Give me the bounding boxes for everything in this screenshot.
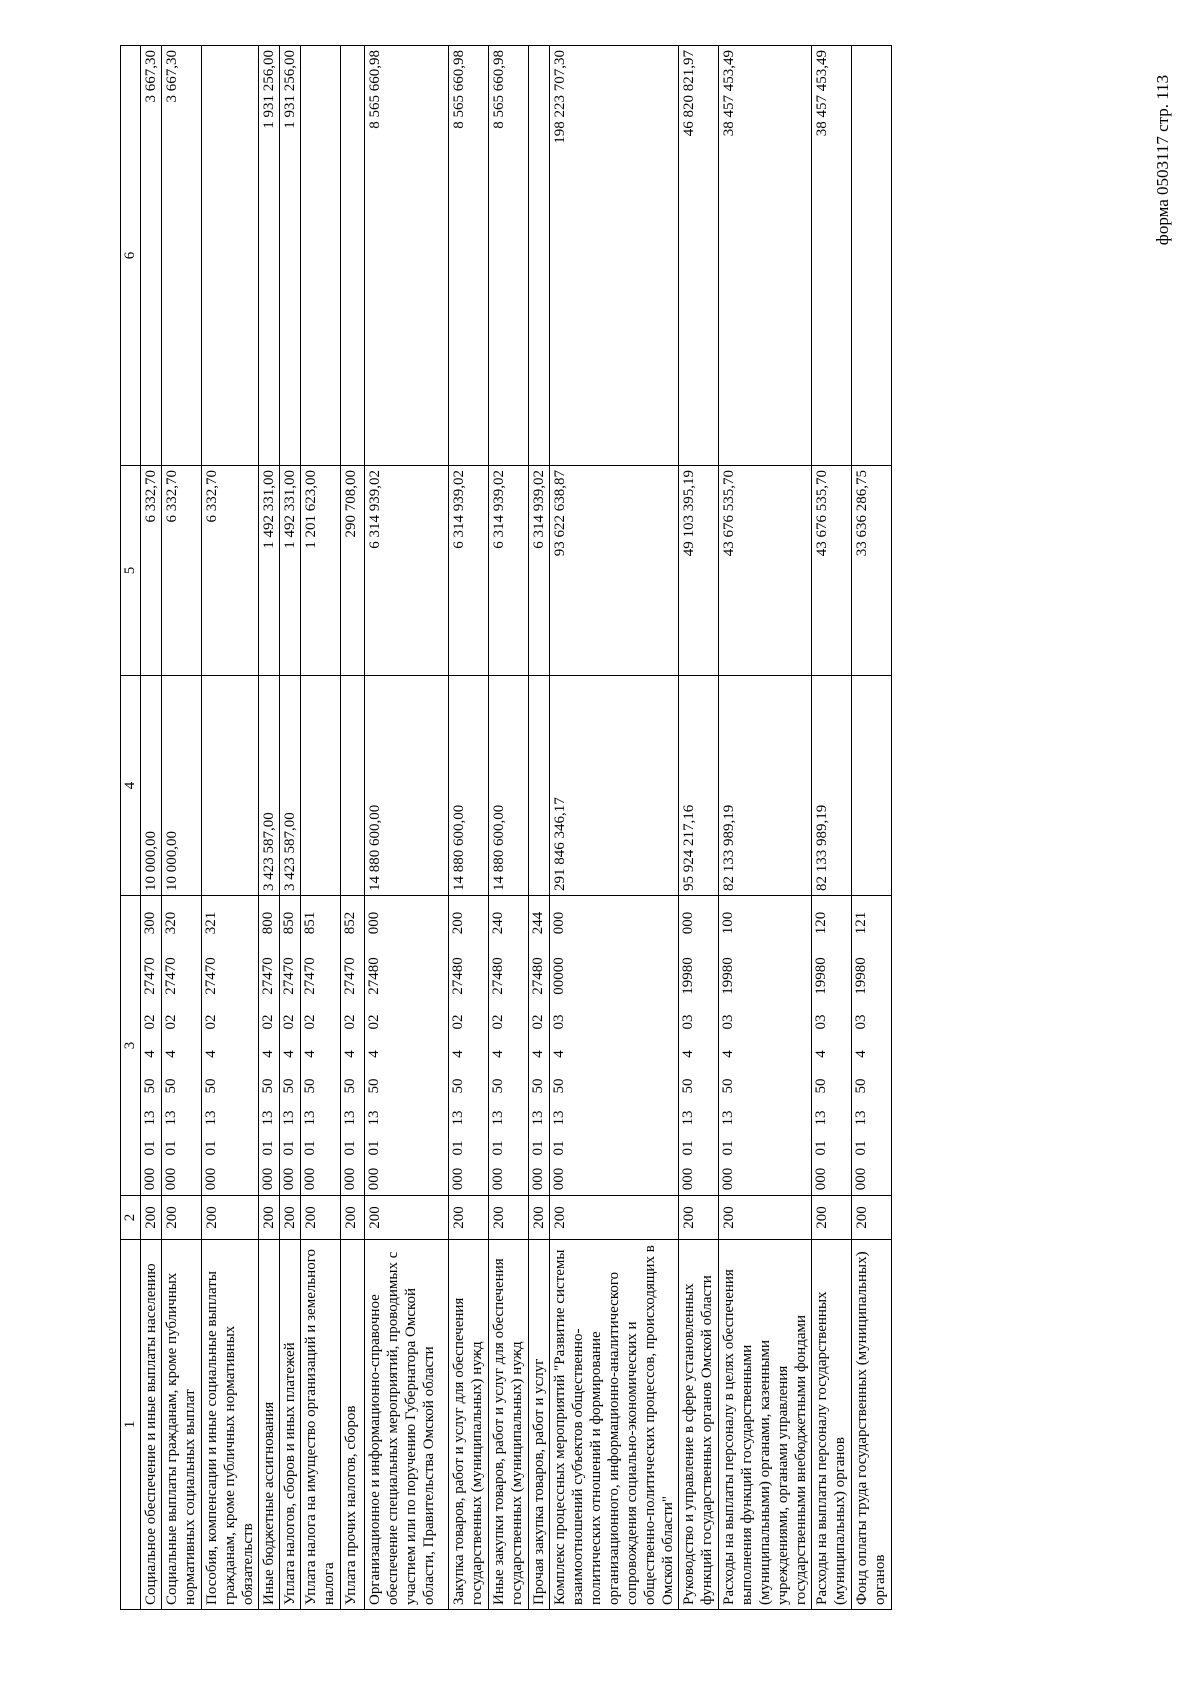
- budget-code-parts: [301, 896, 319, 1195]
- budget-code-part: 50: [260, 1078, 276, 1094]
- row-line-code-cell: 200: [719, 1196, 812, 1240]
- row-executed-cell: 6 332,70: [162, 466, 202, 676]
- row-line-code-cell: 200: [365, 1196, 449, 1240]
- budget-code-part: 13: [551, 1110, 567, 1126]
- row-executed-cell: 33 636 286,75: [852, 466, 892, 676]
- row-approved-cell: 3 423 587,00: [280, 676, 301, 896]
- budget-code-part: 27470: [281, 957, 297, 995]
- row-line-code-cell: 200: [852, 1196, 892, 1240]
- budget-code-part: 13: [366, 1110, 382, 1126]
- row-executed-cell: 6 314 939,02: [449, 466, 489, 676]
- budget-code-part: 4: [450, 1050, 466, 1058]
- budget-code-part: 4: [203, 1050, 219, 1058]
- table-row: [449, 46, 489, 1610]
- row-executed-cell: 290 708,00: [341, 466, 365, 676]
- budget-code-part: 27470: [342, 957, 358, 995]
- budget-code-part: 13: [142, 1110, 158, 1126]
- budget-code-part: 01: [720, 1140, 736, 1156]
- row-name-cell: Фонд оплаты труда государственных (муниципальных) органов: [852, 1240, 892, 1610]
- budget-code-part: 01: [490, 1140, 506, 1156]
- budget-code-part: 13: [490, 1110, 506, 1126]
- budget-code-part: 000: [302, 1167, 318, 1191]
- row-unexecuted-cell: 198 223 707,30: [550, 46, 679, 466]
- row-budget-code-cell: [449, 896, 489, 1196]
- row-budget-code-cell: [141, 896, 162, 1196]
- budget-code-part: 120: [813, 911, 829, 935]
- row-executed-cell: 1 492 331,00: [280, 466, 301, 676]
- budget-code-part: 4: [551, 1050, 567, 1058]
- budget-code-part: 50: [853, 1078, 869, 1094]
- row-executed-cell: 1 201 623,00: [301, 466, 341, 676]
- budget-code-parts: [280, 896, 298, 1195]
- row-executed-cell: 1 492 331,00: [259, 466, 280, 676]
- budget-code-part: 01: [260, 1140, 276, 1156]
- row-executed-cell: 49 103 395,19: [679, 466, 719, 676]
- budget-code-parts: [141, 896, 159, 1195]
- budget-code-part: 50: [281, 1078, 297, 1094]
- budget-code-part: 13: [853, 1110, 869, 1126]
- budget-code-part: 02: [366, 1014, 382, 1030]
- row-name-cell: Уплата налога на имущество организаций и земельного налога: [301, 1240, 341, 1610]
- budget-code-part: 000: [163, 1167, 179, 1191]
- row-budget-code-cell: [365, 896, 449, 1196]
- budget-code-part: 852: [342, 911, 358, 935]
- table-row: [812, 46, 852, 1610]
- header-row: [121, 46, 141, 1610]
- budget-code-parts: [202, 896, 220, 1195]
- budget-code-part: 50: [302, 1078, 318, 1094]
- budget-code-part: 4: [813, 1050, 829, 1058]
- row-approved-cell: 14 880 600,00: [365, 676, 449, 896]
- budget-code-part: 244: [530, 911, 546, 935]
- budget-code-part: 27470: [142, 957, 158, 995]
- row-budget-code-cell: [202, 896, 259, 1196]
- row-budget-code-cell: [301, 896, 341, 1196]
- budget-code-part: 02: [490, 1014, 506, 1030]
- budget-code-parts: [529, 896, 547, 1195]
- budget-code-part: 000: [366, 1167, 382, 1191]
- budget-code-parts: [259, 896, 277, 1195]
- budget-code-part: 01: [203, 1140, 219, 1156]
- budget-code-part: 27470: [203, 957, 219, 995]
- budget-code-part: 240: [490, 911, 506, 935]
- row-approved-cell: [852, 676, 892, 896]
- row-line-code-cell: 200: [341, 1196, 365, 1240]
- budget-code-parts: [341, 896, 359, 1195]
- budget-code-part: 200: [450, 911, 466, 935]
- row-unexecuted-cell: 3 667,30: [141, 46, 162, 466]
- row-unexecuted-cell: [341, 46, 365, 466]
- table-row: [852, 46, 892, 1610]
- row-executed-cell: 43 676 535,70: [719, 466, 812, 676]
- table-row: [162, 46, 202, 1610]
- budget-code-part: 50: [490, 1078, 506, 1094]
- row-unexecuted-cell: 3 667,30: [162, 46, 202, 466]
- row-approved-cell: [529, 676, 550, 896]
- budget-code-part: 01: [302, 1140, 318, 1156]
- row-line-code-cell: 200: [550, 1196, 679, 1240]
- row-approved-cell: 82 133 989,19: [812, 676, 852, 896]
- row-executed-cell: 43 676 535,70: [812, 466, 852, 676]
- budget-code-part: 50: [366, 1078, 382, 1094]
- row-line-code-cell: 200: [489, 1196, 529, 1240]
- budget-code-part: 4: [281, 1050, 297, 1058]
- budget-code-part: 27480: [530, 957, 546, 995]
- row-executed-cell: 6 314 939,02: [365, 466, 449, 676]
- budget-code-part: 02: [530, 1014, 546, 1030]
- budget-code-part: 01: [680, 1140, 696, 1156]
- budget-code-parts: [550, 896, 568, 1195]
- row-budget-code-cell: [812, 896, 852, 1196]
- row-executed-cell: 6 314 939,02: [529, 466, 550, 676]
- table-row: [280, 46, 301, 1610]
- row-line-code-cell: 200: [812, 1196, 852, 1240]
- budget-code-part: 50: [450, 1078, 466, 1094]
- budget-code-parts: [852, 896, 870, 1195]
- header-col-4: 4: [121, 676, 141, 896]
- budget-code-part: 50: [530, 1078, 546, 1094]
- budget-code-part: 01: [163, 1140, 179, 1156]
- row-name-cell: Иные закупки товаров, работ и услуг для обеспечения государственных (муниципальных) нужд: [489, 1240, 529, 1610]
- row-approved-cell: 291 846 346,17: [550, 676, 679, 896]
- row-budget-code-cell: [259, 896, 280, 1196]
- budget-code-part: 000: [813, 1167, 829, 1191]
- row-unexecuted-cell: 38 457 453,49: [719, 46, 812, 466]
- budget-code-part: 850: [281, 911, 297, 935]
- row-name-cell: Расходы на выплаты персоналу в целях обеспечения выполнения функций государственными (муниципальными) органами, казенными учреждениями, органами управления государственными внебюджетными фондами: [719, 1240, 812, 1610]
- budget-code-part: 320: [163, 911, 179, 935]
- budget-code-part: 13: [720, 1110, 736, 1126]
- budget-code-part: 4: [302, 1050, 318, 1058]
- row-line-code-cell: 200: [141, 1196, 162, 1240]
- row-unexecuted-cell: [852, 46, 892, 466]
- budget-code-part: 000: [680, 1167, 696, 1191]
- form-label: форма 0503117 стр. 113: [1153, 74, 1172, 246]
- budget-code-part: 13: [813, 1110, 829, 1126]
- budget-code-part: 4: [530, 1050, 546, 1058]
- row-approved-cell: 3 423 587,00: [259, 676, 280, 896]
- budget-code-part: 121: [853, 911, 869, 935]
- budget-code-part: 50: [720, 1078, 736, 1094]
- budget-code-part: 03: [813, 1014, 829, 1030]
- row-line-code-cell: 200: [529, 1196, 550, 1240]
- row-unexecuted-cell: 38 457 453,49: [812, 46, 852, 466]
- budget-code-part: 000: [490, 1167, 506, 1191]
- header-col-6: 6: [121, 46, 141, 466]
- table-row: [259, 46, 280, 1610]
- row-approved-cell: [301, 676, 341, 896]
- budget-code-part: 01: [813, 1140, 829, 1156]
- budget-code-part: 000: [260, 1167, 276, 1191]
- budget-code-part: 27480: [490, 957, 506, 995]
- budget-code-part: 321: [203, 911, 219, 935]
- row-line-code-cell: 200: [301, 1196, 341, 1240]
- budget-code-part: 02: [342, 1014, 358, 1030]
- budget-code-part: 03: [551, 1014, 567, 1030]
- budget-code-part: 02: [450, 1014, 466, 1030]
- budget-code-parts: [489, 896, 507, 1195]
- budget-code-part: 300: [142, 911, 158, 935]
- budget-code-part: 03: [680, 1014, 696, 1030]
- row-unexecuted-cell: 1 931 256,00: [259, 46, 280, 466]
- budget-code-part: 50: [680, 1078, 696, 1094]
- row-budget-code-cell: [280, 896, 301, 1196]
- budget-code-part: 50: [551, 1078, 567, 1094]
- row-approved-cell: 82 133 989,19: [719, 676, 812, 896]
- row-executed-cell: 6 332,70: [202, 466, 259, 676]
- budget-code-part: 4: [490, 1050, 506, 1058]
- budget-code-parts: [162, 896, 180, 1195]
- budget-code-part: 50: [813, 1078, 829, 1094]
- budget-code-part: 02: [203, 1014, 219, 1030]
- budget-code-part: 01: [853, 1140, 869, 1156]
- budget-code-part: 13: [281, 1110, 297, 1126]
- budget-code-part: 4: [720, 1050, 736, 1058]
- budget-code-part: 27480: [450, 957, 466, 995]
- budget-code-part: 01: [530, 1140, 546, 1156]
- row-name-cell: Пособия, компенсации и иные социальные выплаты гражданам, кроме публичных нормативных обязательств: [202, 1240, 259, 1610]
- budget-code-part: 03: [720, 1014, 736, 1030]
- budget-code-part: 01: [366, 1140, 382, 1156]
- row-name-cell: Прочая закупка товаров, работ и услуг: [529, 1240, 550, 1610]
- budget-code-part: 19980: [813, 957, 829, 995]
- budget-code-part: 000: [142, 1167, 158, 1191]
- budget-code-parts: [365, 896, 383, 1195]
- header-col-5: 5: [121, 466, 141, 676]
- budget-code-parts: [719, 896, 737, 1195]
- table-row: [529, 46, 550, 1610]
- budget-code-part: 000: [366, 911, 382, 935]
- row-unexecuted-cell: 8 565 660,98: [489, 46, 529, 466]
- budget-code-part: 13: [163, 1110, 179, 1126]
- row-budget-code-cell: [550, 896, 679, 1196]
- budget-code-part: 01: [142, 1140, 158, 1156]
- budget-code-part: 03: [853, 1014, 869, 1030]
- row-approved-cell: 14 880 600,00: [449, 676, 489, 896]
- row-name-cell: Уплата прочих налогов, сборов: [341, 1240, 365, 1610]
- budget-code-part: 000: [720, 1167, 736, 1191]
- table-row: [365, 46, 449, 1610]
- row-name-cell: Комплекс процессных мероприятий "Развитие системы взаимоотношений субъектов общественно-политических отношений и формирование организационного, информационно-аналитического сопровождения социально-экономических и общественно-политических процессов, происходящих в Омской области": [550, 1240, 679, 1610]
- row-unexecuted-cell: 1 931 256,00: [280, 46, 301, 466]
- table-row: [719, 46, 812, 1610]
- row-approved-cell: 10 000,00: [141, 676, 162, 896]
- budget-code-part: 01: [342, 1140, 358, 1156]
- budget-code-part: 13: [260, 1110, 276, 1126]
- budget-code-part: 000: [551, 911, 567, 935]
- row-budget-code-cell: [341, 896, 365, 1196]
- budget-code-part: 4: [853, 1050, 869, 1058]
- rotated-table-container: [120, 46, 1095, 1610]
- table-row: [679, 46, 719, 1610]
- row-name-cell: Социальное обеспечение и иные выплаты населению: [141, 1240, 162, 1610]
- row-budget-code-cell: [852, 896, 892, 1196]
- row-approved-cell: 10 000,00: [162, 676, 202, 896]
- row-approved-cell: [341, 676, 365, 896]
- budget-code-part: 100: [720, 911, 736, 935]
- budget-code-part: 4: [680, 1050, 696, 1058]
- budget-code-part: 13: [450, 1110, 466, 1126]
- row-unexecuted-cell: 8 565 660,98: [449, 46, 489, 466]
- budget-code-parts: [449, 896, 467, 1195]
- budget-code-part: 27480: [366, 957, 382, 995]
- row-approved-cell: [202, 676, 259, 896]
- budget-code-part: 02: [281, 1014, 297, 1030]
- budget-code-part: 851: [302, 911, 318, 935]
- row-line-code-cell: 200: [162, 1196, 202, 1240]
- row-line-code-cell: 200: [259, 1196, 280, 1240]
- budget-code-part: 27470: [302, 957, 318, 995]
- row-name-cell: Социальные выплаты гражданам, кроме публичных нормативных социальных выплат: [162, 1240, 202, 1610]
- row-unexecuted-cell: [301, 46, 341, 466]
- budget-code-part: 800: [260, 911, 276, 935]
- budget-code-part: 13: [530, 1110, 546, 1126]
- table-row: [141, 46, 162, 1610]
- budget-code-part: 13: [680, 1110, 696, 1126]
- row-line-code-cell: 200: [280, 1196, 301, 1240]
- budget-code-part: 4: [366, 1050, 382, 1058]
- budget-code-part: 000: [281, 1167, 297, 1191]
- row-line-code-cell: 200: [679, 1196, 719, 1240]
- budget-code-part: 02: [142, 1014, 158, 1030]
- row-name-cell: Организационное и информационно-справочное обеспечение специальных мероприятий, проводимых с участием или по поручению Губернатора Омской области, Правительства Омской области: [365, 1240, 449, 1610]
- row-executed-cell: 93 622 638,87: [550, 466, 679, 676]
- row-budget-code-cell: [529, 896, 550, 1196]
- budget-code-part: 01: [450, 1140, 466, 1156]
- row-name-cell: Расходы на выплаты персоналу государственных (муниципальных) органов: [812, 1240, 852, 1610]
- budget-table: [120, 45, 892, 1610]
- budget-code-part: 27470: [260, 957, 276, 995]
- budget-code-part: 4: [260, 1050, 276, 1058]
- budget-code-part: 19980: [680, 957, 696, 995]
- budget-code-part: 000: [551, 1167, 567, 1191]
- budget-code-part: 4: [142, 1050, 158, 1058]
- budget-code-part: 13: [342, 1110, 358, 1126]
- budget-code-part: 000: [450, 1167, 466, 1191]
- row-budget-code-cell: [719, 896, 812, 1196]
- budget-code-parts: [679, 896, 697, 1195]
- budget-code-part: 000: [342, 1167, 358, 1191]
- budget-code-part: 01: [281, 1140, 297, 1156]
- row-line-code-cell: 200: [449, 1196, 489, 1240]
- row-executed-cell: 6 332,70: [141, 466, 162, 676]
- budget-code-part: 19980: [853, 957, 869, 995]
- row-approved-cell: 95 924 217,16: [679, 676, 719, 896]
- budget-code-part: 4: [163, 1050, 179, 1058]
- budget-code-part: 000: [530, 1167, 546, 1191]
- table-row: [550, 46, 679, 1610]
- budget-code-part: 13: [203, 1110, 219, 1126]
- row-budget-code-cell: [162, 896, 202, 1196]
- budget-code-part: 50: [342, 1078, 358, 1094]
- row-unexecuted-cell: [202, 46, 259, 466]
- row-name-cell: Иные бюджетные ассигнования: [259, 1240, 280, 1610]
- budget-code-part: 4: [342, 1050, 358, 1058]
- row-unexecuted-cell: 46 820 821,97: [679, 46, 719, 466]
- budget-code-part: 02: [260, 1014, 276, 1030]
- header-col-1: 1: [121, 1240, 141, 1610]
- row-name-cell: Руководство и управление в сфере установленных функций государственных органов Омской области: [679, 1240, 719, 1610]
- budget-code-parts: [812, 896, 830, 1195]
- budget-code-part: 27470: [163, 957, 179, 995]
- budget-code-part: 13: [302, 1110, 318, 1126]
- budget-code-part: 000: [680, 911, 696, 935]
- row-name-cell: Закупка товаров, работ и услуг для обеспечения государственных (муниципальных) нужд: [449, 1240, 489, 1610]
- row-budget-code-cell: [679, 896, 719, 1196]
- row-executed-cell: 6 314 939,02: [489, 466, 529, 676]
- row-unexecuted-cell: [529, 46, 550, 466]
- row-line-code-cell: 200: [202, 1196, 259, 1240]
- budget-code-part: 000: [853, 1167, 869, 1191]
- row-approved-cell: 14 880 600,00: [489, 676, 529, 896]
- budget-code-part: 01: [551, 1140, 567, 1156]
- row-name-cell: Уплата налогов, сборов и иных платежей: [280, 1240, 301, 1610]
- budget-code-part: 19980: [720, 957, 736, 995]
- row-budget-code-cell: [489, 896, 529, 1196]
- table-row: [301, 46, 341, 1610]
- header-col-3: 3: [121, 896, 141, 1196]
- budget-code-part: 50: [203, 1078, 219, 1094]
- table-row: [202, 46, 259, 1610]
- row-unexecuted-cell: 8 565 660,98: [365, 46, 449, 466]
- budget-code-part: 50: [142, 1078, 158, 1094]
- header-col-2: 2: [121, 1196, 141, 1240]
- table-row: [489, 46, 529, 1610]
- budget-code-part: 50: [163, 1078, 179, 1094]
- budget-code-part: 000: [203, 1167, 219, 1191]
- budget-code-part: 02: [302, 1014, 318, 1030]
- budget-code-part: 00000: [551, 957, 567, 995]
- budget-code-part: 02: [163, 1014, 179, 1030]
- table-row: [341, 46, 365, 1610]
